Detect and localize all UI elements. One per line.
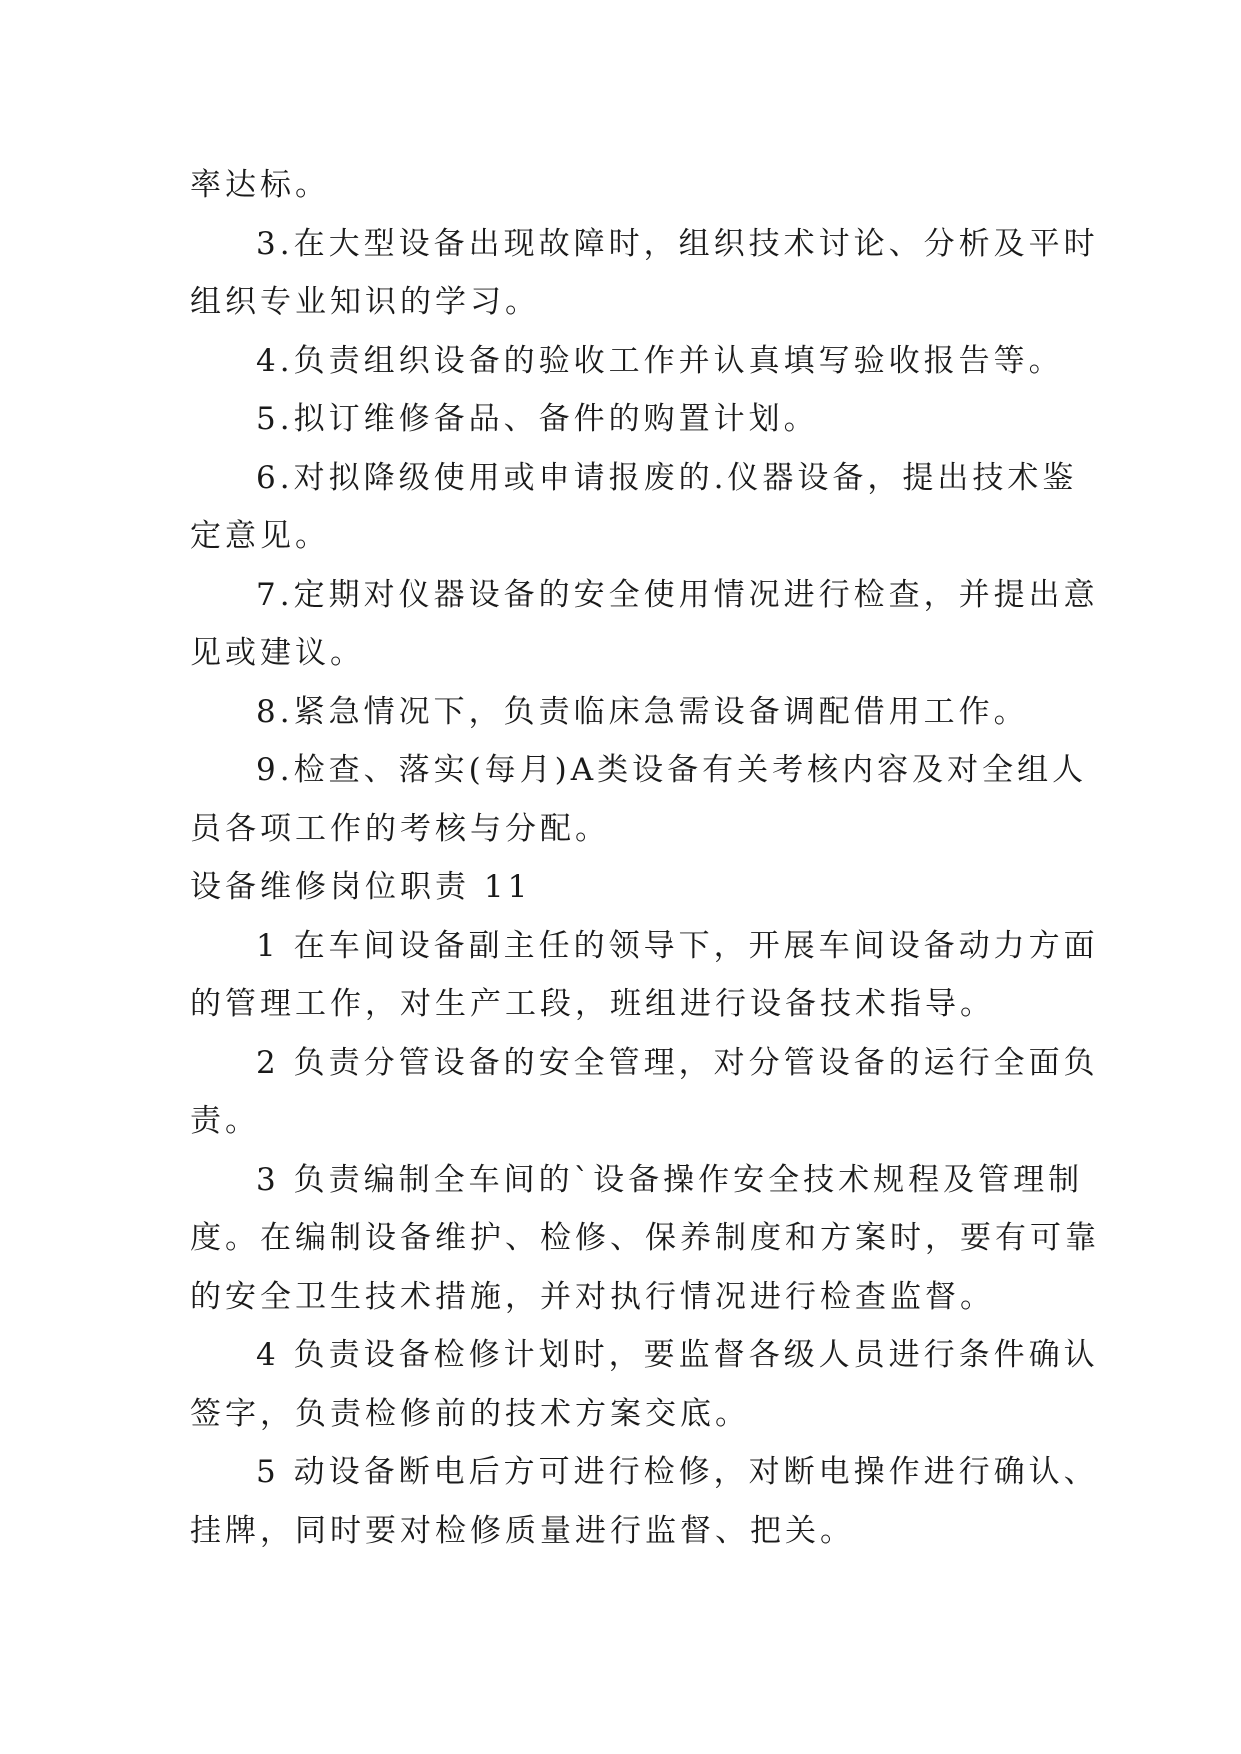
text-line: 6.对拟降级使用或申请报废的.仪器设备，提出技术鉴	[256, 460, 1078, 496]
text-line: 3 负责编制全车间的`设备操作安全技术规程及管理制	[256, 1162, 1084, 1198]
text-line: 定意见。	[190, 518, 330, 554]
text-line: 的安全卫生技术措施，并对执行情况进行检查监督。	[190, 1279, 995, 1315]
text-line: 3.在大型设备出现故障时，组织技术讨论、分析及平时	[256, 226, 1099, 262]
text-line: 签字，负责检修前的技术方案交底。	[190, 1396, 750, 1432]
text-line: 5.拟订维修备品、备件的购置计划。	[256, 401, 819, 437]
text-line: 责。	[190, 1103, 260, 1139]
text-line: 率达标。	[190, 167, 330, 203]
text-line: 7.定期对仪器设备的安全使用情况进行检查，并提出意	[256, 577, 1099, 613]
text-line: 挂牌，同时要对检修质量进行监督、把关。	[190, 1513, 855, 1549]
text-line: 9.检查、落实(每月)A类设备有关考核内容及对全组人	[256, 752, 1088, 788]
text-line: 的管理工作，对生产工段，班组进行设备技术指导。	[190, 986, 995, 1022]
text-line: 4.负责组织设备的验收工作并认真填写验收报告等。	[256, 343, 1064, 379]
text-line: 见或建议。	[190, 635, 365, 671]
text-line: 员各项工作的考核与分配。	[190, 811, 610, 847]
text-line: 组织专业知识的学习。	[190, 284, 540, 320]
text-line: 2 负责分管设备的安全管理，对分管设备的运行全面负	[256, 1045, 1099, 1081]
text-line: 4 负责设备检修计划时，要监督各级人员进行条件确认	[256, 1337, 1099, 1373]
section-heading: 设备维修岗位职责 11	[190, 869, 532, 905]
text-line: 5 动设备断电后方可进行检修，对断电操作进行确认、	[256, 1454, 1099, 1490]
text-line: 度。在编制设备维护、检修、保养制度和方案时，要有可靠	[190, 1220, 1100, 1256]
text-line: 1 在车间设备副主任的领导下，开展车间设备动力方面	[256, 928, 1099, 964]
text-line: 8.紧急情况下，负责临床急需设备调配借用工作。	[256, 694, 1029, 730]
